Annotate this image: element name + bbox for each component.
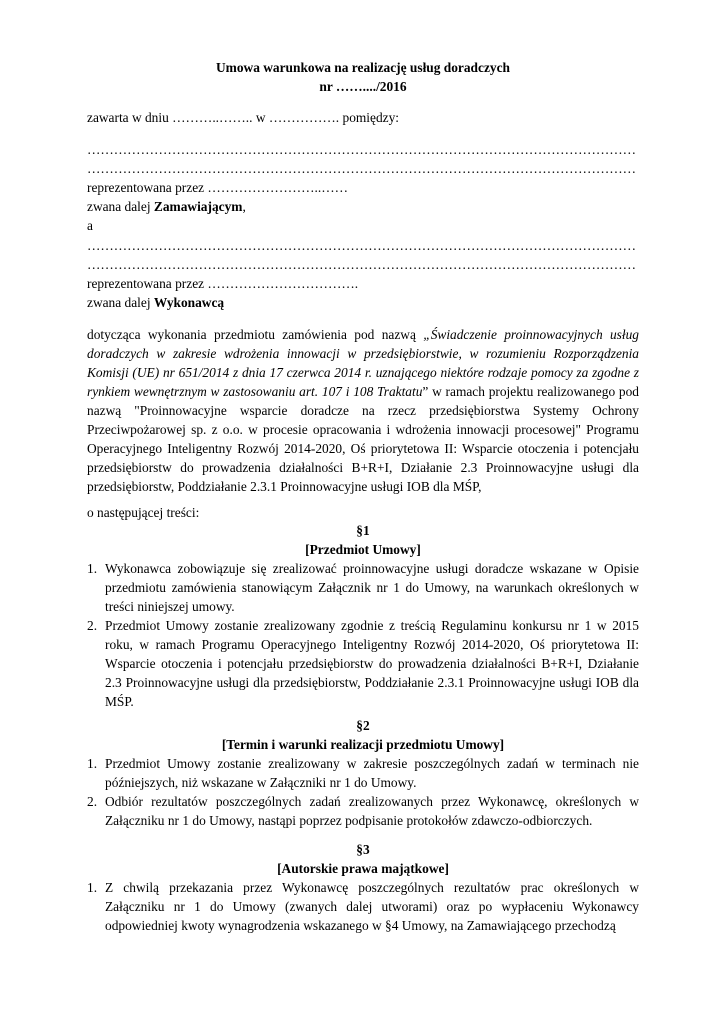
list-item bbox=[87, 754, 639, 792]
section-3 bbox=[87, 840, 639, 935]
section-1-title: [Przedmiot Umowy] bbox=[305, 542, 421, 557]
section-1-list bbox=[87, 559, 639, 711]
party-2-called bbox=[87, 293, 639, 312]
party-1-representative: reprezentowana przez ……………………..…… bbox=[87, 180, 349, 195]
party-1-called-prefix: zwana dalej bbox=[87, 199, 154, 214]
title-line-2: nr ……..../2016 bbox=[319, 79, 407, 94]
list-item bbox=[87, 878, 639, 935]
party-1-called-suffix: , bbox=[242, 199, 246, 214]
list-item bbox=[87, 792, 639, 830]
subject-title-italic: „Świadczenie proinnowacyjnych usług doradczych w zakresie wdrożenia innowacji w przedsiębiorstwie, w rozumieniu Rozporządzenia Komisji (UE) nr 651/2014 z dnia 17 czerwca 2014 r. uznającego niektóre rodzaje pomocy za zgodne z rynkiem wewnętrznym w zastosowaniu art. 107 i 108 Traktatu bbox=[87, 327, 639, 399]
party-2-dots-1: …………………………………………………………………………………………………………… bbox=[87, 238, 637, 253]
section-1 bbox=[87, 521, 639, 711]
section-2-list bbox=[87, 754, 639, 830]
subject-rest: ” w ramach projektu realizowanego pod nazwą "Proinnowacyjne wsparcie doradcze na rzecz przedsiębiorstwa Systemy Ochrony Przeciwpożarowej sp. z o.o. w procesie opracowania i wdrożenia innowacji procesowej" Programu Operacyjnego Inteligentny Rozwój 2014-2020, Oś priorytetowa II: Wsparcie otoczenia i potencjału przedsiębiorstw do prowadzenia działalności B+R+I, Działanie 2.3 Proinnowacyjne usługi dla przedsiębiorstw, Poddziałanie 2.3.1 Proinnowacyjne usługi IOB dla MŚP, bbox=[87, 384, 639, 494]
party-2 bbox=[87, 236, 639, 312]
list-item-text: Odbiór rezultatów poszczególnych zadań zrealizowanych przez Wykonawcę, określonych w Załączniku nr 1 do Umowy, nastąpi poprzez podpisanie protokołów zdawczo-odbiorczych. bbox=[105, 794, 639, 828]
list-item-text: Przedmiot Umowy zostanie zrealizowany w zakresie poszczególnych zadań w terminach nie późniejszych, niż wskazane w Załączniki nr 1 do Umowy. bbox=[105, 756, 639, 790]
party-1-dots-2: …………………………………………………………………………………………………………… bbox=[87, 161, 637, 176]
section-3-number: §3 bbox=[356, 842, 370, 857]
party-2-called-name: Wykonawcą bbox=[153, 295, 225, 310]
party-2-representative: reprezentowana przez ……………………………. bbox=[87, 276, 359, 291]
party-2-called-prefix: zwana dalej bbox=[87, 295, 154, 310]
list-item-text: Wykonawca zobowiązuje się zrealizować proinnowacyjne usługi doradcze wskazane w Opisie przedmiotu zamówienia stanowiącym Załącznik nr 1 do Umowy, na warunkach określonych w treści niniejszej umowy. bbox=[105, 561, 639, 614]
section-2-number: §2 bbox=[356, 718, 370, 733]
party-1 bbox=[87, 140, 639, 235]
subject-prefix: dotycząca wykonania przedmiotu zamówienia pod nazwą bbox=[87, 327, 424, 342]
section-1-number: §1 bbox=[356, 523, 370, 538]
following-line: o następującej treści: bbox=[87, 505, 200, 520]
list-item-number: 2. bbox=[87, 618, 98, 633]
list-item-number: 1. bbox=[87, 756, 98, 771]
list-item-number: 1. bbox=[87, 880, 98, 895]
document-title bbox=[87, 58, 639, 96]
section-2 bbox=[87, 716, 639, 830]
list-item-number: 2. bbox=[87, 794, 98, 809]
party-1-dots-1: …………………………………………………………………………………………………………… bbox=[87, 142, 637, 157]
intro-line: zawarta w dniu ………..…….. w ……………. pomiędzy: bbox=[87, 110, 400, 125]
party-1-called-name: Zamawiającym bbox=[153, 199, 243, 214]
subject-paragraph bbox=[87, 325, 639, 496]
section-3-title: [Autorskie prawa majątkowe] bbox=[277, 861, 449, 876]
list-item bbox=[87, 559, 639, 616]
list-item-number: 1. bbox=[87, 561, 98, 576]
party-2-dots-2: …………………………………………………………………………………………………………… bbox=[87, 257, 637, 272]
list-item-text: Z chwilą przekazania przez Wykonawcę poszczególnych rezultatów prac określonych w Załączniku nr 1 do Umowy (zwanych dalej utworami) oraz po wypłaceniu Wykonawcy odpowiedniej kwoty wynagrodzenia wskazanego w §4 Umowy, na Zamawiającego przechodzą bbox=[105, 880, 639, 933]
section-3-list bbox=[87, 878, 639, 935]
list-item-text: Przedmiot Umowy zostanie zrealizowany zgodnie z treścią Regulaminu konkursu nr 1 w 2015 roku, w ramach Programu Operacyjnego Inteligentny Rozwój 2014-2020, Oś priorytetowa II: Wsparcie otoczenia i potencjału przedsiębiorstw do prowadzenia działalności B+R+I, Działanie 2.3 Proinnowacyjne usługi dla przedsiębiorstw, Poddziałanie 2.3.1 Proinnowacyjne usługi IOB dla MŚP. bbox=[105, 618, 639, 709]
section-2-title: [Termin i warunki realizacji przedmiotu Umowy] bbox=[221, 737, 505, 752]
list-item bbox=[87, 616, 639, 711]
party-1-called bbox=[87, 197, 639, 216]
and-connector: a bbox=[87, 218, 93, 233]
title-line-1: Umowa warunkowa na realizację usług doradczych bbox=[216, 60, 510, 75]
